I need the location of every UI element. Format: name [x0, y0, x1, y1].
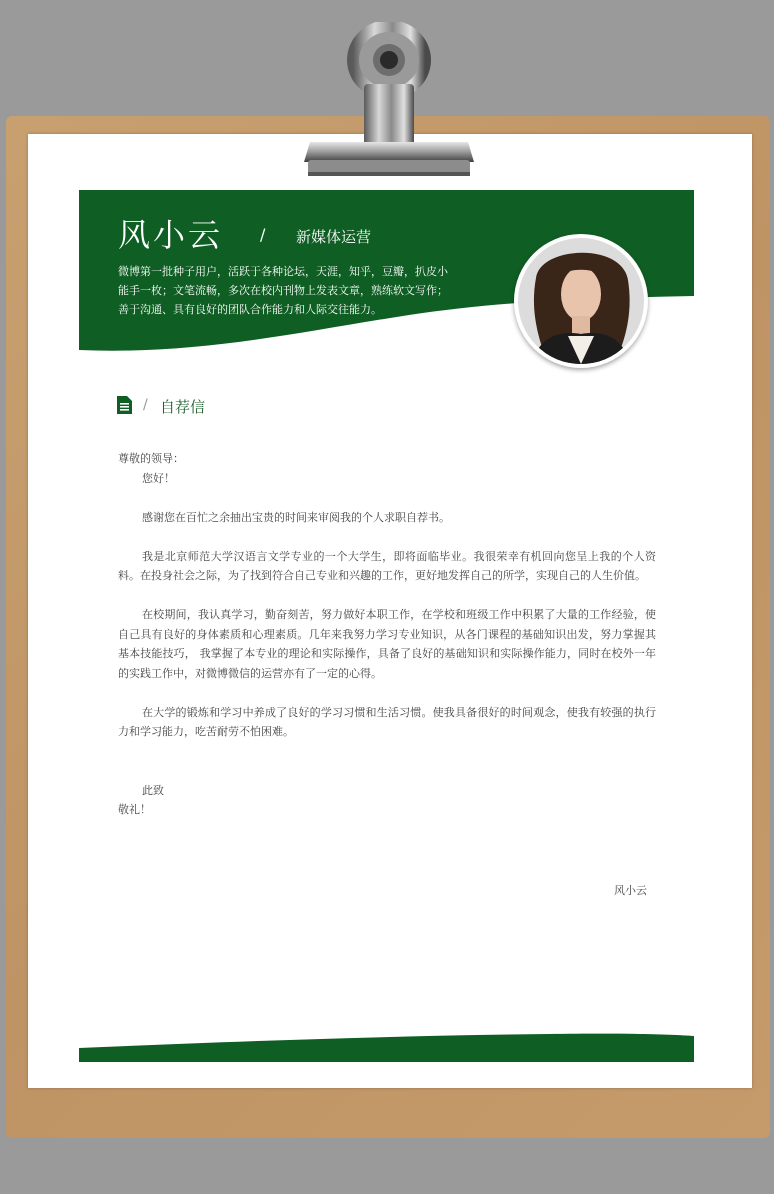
- closing-salute: 敬礼！: [118, 803, 151, 816]
- signature: 风小云: [614, 884, 647, 897]
- intro-text: [118, 262, 448, 319]
- intro-line: 能手一枚；文笔流畅，多次在校内刊物上发表文章，熟练软文写作；: [118, 284, 448, 297]
- intro-line: 微博第一批种子用户，活跃于各种论坛，天涯，知乎，豆瓣，扒皮小: [118, 265, 448, 278]
- document-icon: [117, 396, 132, 414]
- footer-band: [79, 1032, 694, 1062]
- greeting: 尊敬的领导：: [118, 452, 184, 465]
- cover-letter: [118, 449, 656, 820]
- hello-line: 您好！: [142, 471, 175, 485]
- closing-line: 此致: [142, 783, 164, 797]
- letter-paragraph: 感谢您在百忙之余抽出宝贵的时间来审阅我的个人求职自荐书。: [142, 510, 450, 524]
- letter-paragraph: 我是北京师范大学汉语言文学专业的一个大学生，即将面临毕业。我很荣幸有机回向您呈上我的个人资料。在投身社会之际，为了找到符合自己专业和兴趣的工作，更好地发挥自己的所学，实现自己的人生价值。: [118, 549, 656, 582]
- intro-line: 善于沟通、具有良好的团队合作能力和人际交往能力。: [118, 303, 382, 316]
- section-separator: /: [143, 397, 148, 413]
- letter-paragraph: 在大学的锻炼和学习中养成了良好的学习习惯和生活习惯。使我具备很好的时间观念，使我有较强的执行力和学习能力，吃苦耐劳不怕困难。: [118, 705, 656, 738]
- section-title: 自荐信: [160, 398, 206, 416]
- binder-clip-icon: [296, 22, 482, 180]
- candidate-name: 风小云: [118, 216, 224, 254]
- job-title: 新媒体运营: [296, 228, 372, 246]
- letter-paragraph: 在校期间，我认真学习，勤奋刻苦，努力做好本职工作，在学校和班级工作中积累了大量的工作经验，使自己具有良好的身体素质和心理素质。几年来我努力学习专业知识，从各门课程的基础知识出发，努力掌握其基本技能技巧， 我掌握了本专业的理论和实际操作，具备了良好的基础知识和实际操作能力，同时在校外一年的实践工作中，对微博微信的运营亦有了一定的心得。: [118, 608, 656, 680]
- title-separator: /: [260, 225, 266, 244]
- avatar: [514, 234, 648, 368]
